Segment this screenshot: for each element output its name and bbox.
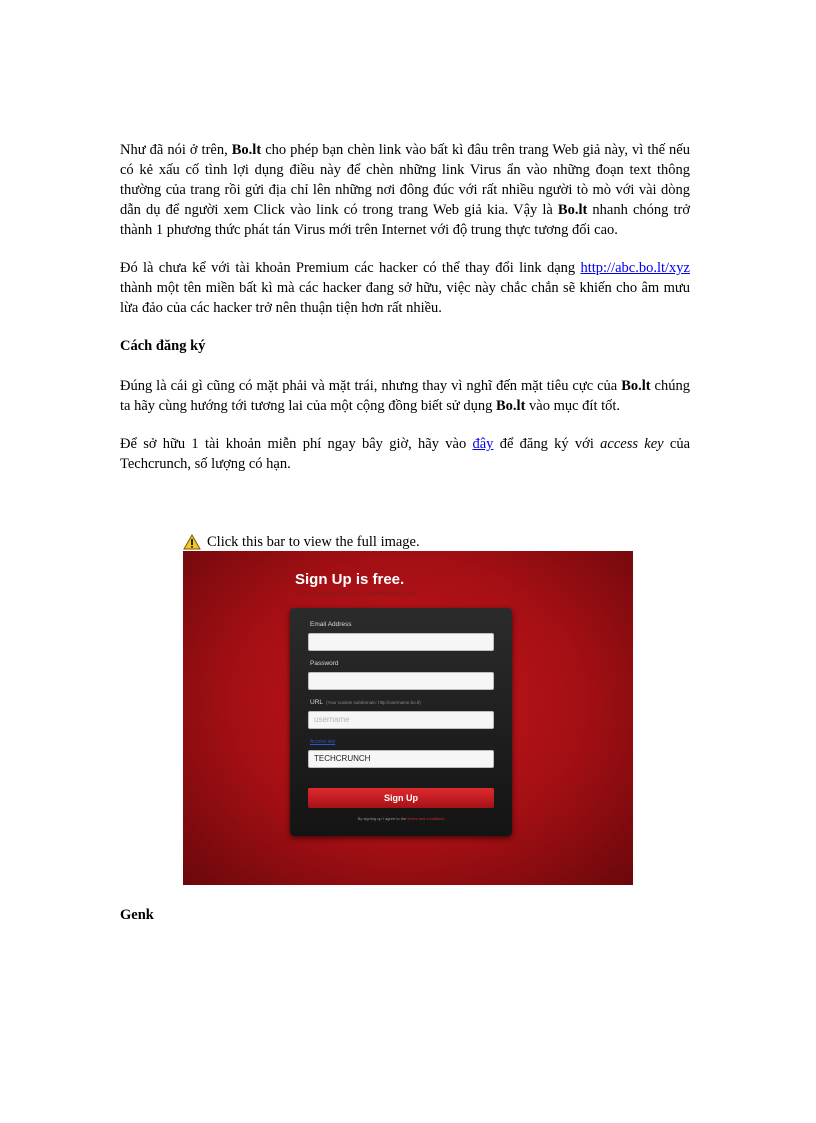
- text: cho phép bạn chèn link vào bất kì đâu trên trang Web giả này, vì thế nếu có kẻ xấu cố tình lợi dụng điều này để chèn những link Virus ẩn vào những đoạn text thông thường của trang rồi gửi địa chỉ lên những nơi đông đúc với rất nhiều người tò mò với vài dòng dẫn dụ để người xem Click vào link có trong trang Web giả kia. Vậy là: [120, 142, 690, 218]
- paragraph-intro: [120, 140, 690, 240]
- text: để đăng ký với: [493, 436, 601, 452]
- url-label: [310, 699, 421, 706]
- access-key-link: Access key: [310, 739, 336, 745]
- warning-icon: [183, 534, 201, 550]
- terms-prefix: By signing up I agree to the: [357, 816, 408, 821]
- terms-link: terms and conditions: [407, 816, 445, 821]
- example-url-link[interactable]: http://abc.bo.lt/xyz: [580, 260, 690, 276]
- section-heading: Cách đăng ký: [120, 338, 206, 354]
- brand-name: Bo.lt: [231, 142, 262, 158]
- source-footer: Genk: [120, 907, 154, 923]
- password-field: [308, 672, 494, 690]
- email-label: Email Address: [310, 621, 352, 628]
- paragraph-register: [120, 434, 690, 474]
- url-hint: (Your custom subdomain: http://username.bo.lt): [326, 700, 421, 705]
- signup-title: Sign Up is free.: [295, 571, 405, 588]
- text: của Techcrunch, số lượng có hạn.: [120, 436, 691, 472]
- signup-form: [290, 608, 512, 836]
- text: Để sở hữu 1 tài khoản miễn phí ngay bây giờ, hãy vào: [120, 436, 473, 452]
- url-label-text: URL: [310, 699, 324, 706]
- view-full-image-bar[interactable]: [183, 532, 420, 552]
- password-label: Password: [310, 660, 339, 667]
- view-full-image-text: Click this bar to view the full image.: [207, 533, 420, 550]
- brand-name: Bo.lt: [496, 398, 526, 414]
- text: nhanh chóng trở thành 1 phương thức phát tán Virus mới trên Internet với độ trung thực tương đối cao.: [120, 202, 690, 238]
- email-field: [308, 633, 494, 651]
- text: chúng ta hãy cùng hướng tới tương lai của một cộng đồng biết sử dụng: [120, 378, 690, 414]
- brand-name: Bo.lt: [621, 378, 651, 394]
- text: Đúng là cái gì cũng có mặt phải và mặt trái, nhưng thay vì nghĩ đến mặt tiêu cực của: [120, 378, 622, 394]
- signup-screenshot: [183, 551, 633, 885]
- brand-name: Bo.lt: [557, 202, 588, 218]
- paragraph-premium: [120, 258, 690, 318]
- signup-button: Sign Up: [308, 788, 494, 808]
- username-field: username: [308, 711, 494, 729]
- register-link[interactable]: đây: [472, 436, 494, 452]
- text: Đó là chưa kể với tài khoản Premium các hacker có thể thay đổi link dạng: [120, 260, 581, 276]
- access-key-term: access key: [600, 436, 664, 452]
- text: vào mục đít tốt.: [525, 398, 621, 414]
- text: Như đã nói ở trên,: [120, 142, 232, 158]
- paragraph-usage: [120, 376, 690, 416]
- access-key-field: TECHCRUNCH: [308, 750, 494, 768]
- article-body: [120, 140, 690, 492]
- signup-subtitle: You're one step away from ravishing the web.: [295, 591, 416, 597]
- terms-text: [290, 816, 512, 821]
- text: thành một tên miền bất kì mà các hacker đang sở hữu, việc này chắc chắn sẽ khiến cho âm mưu lừa đảo của các hacker trở nên thuận tiện hơn rất nhiều.: [120, 280, 690, 316]
